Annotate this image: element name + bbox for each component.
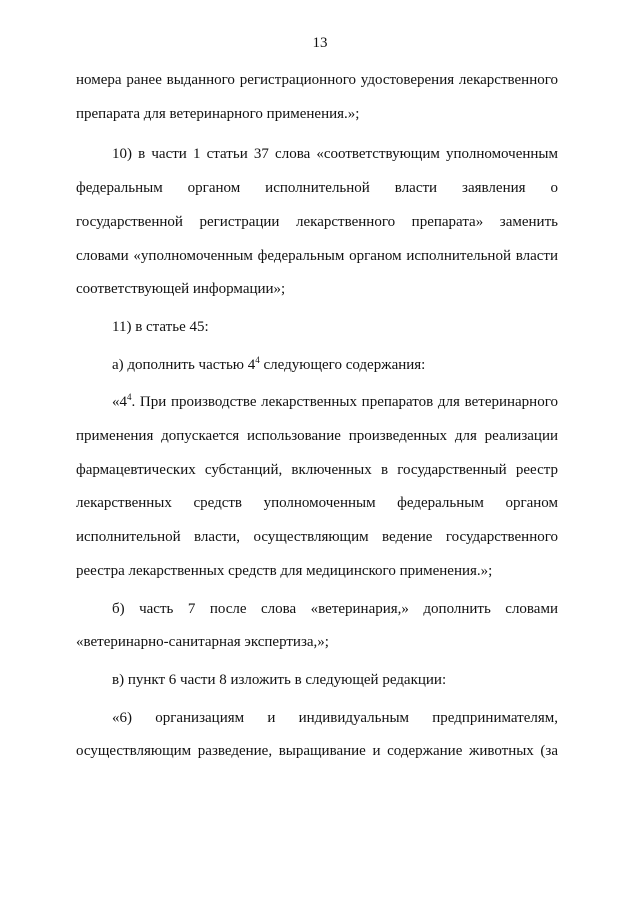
text-line: словами «уполномоченным федеральным органом исполнительной власти [76, 247, 558, 264]
paragraph-subitem-b [76, 593, 558, 660]
text-line: номера ранее выданного регистрационного удостоверения лекарственного [76, 72, 558, 88]
paragraph-subitem-v [76, 664, 558, 698]
text-segment: а) дополнить частью 4 [112, 356, 256, 373]
text-line: препарата для ветеринарного применения.»; [76, 105, 360, 122]
paragraph-subitem-a [76, 349, 558, 383]
text-line: в) пункт 6 части 8 изложить в следующей редакции: [112, 671, 447, 688]
text-line [76, 386, 558, 420]
text-segment: «4 [112, 394, 127, 411]
text-line: осуществляющим разведение, выращивание и содержание животных (за [76, 743, 558, 760]
paragraph-item-11 [76, 311, 558, 345]
superscript: 4 [255, 354, 260, 365]
page-number: 13 [312, 35, 328, 51]
text-line: лекарственных средств уполномоченным федеральным органом [76, 495, 558, 512]
text-line: соответствующей информации»; [76, 281, 286, 298]
text-segment: следующего содержания: [259, 356, 426, 373]
paragraph-continuation [76, 64, 558, 131]
text-line: «6) организациям и индивидуальным предпринимателям, [112, 709, 558, 726]
text-line: 10) в части 1 статьи 37 слова «соответствующим уполномоченным [112, 146, 558, 163]
text-line: применения допускается использование произведенных для реализации [76, 428, 558, 445]
text-line [76, 349, 558, 383]
text-line: федеральным органом исполнительной власти заявления о [76, 180, 558, 197]
document-body [76, 64, 558, 769]
text-line: фармацевтических субстанций, включенных в государственный реестр [76, 461, 558, 478]
text-line: 11) в статье 45: [112, 318, 209, 335]
paragraph-quoted-part [76, 386, 558, 588]
text-line: реестра лекарственных средств для медицинского применения.»; [76, 562, 493, 579]
text-line: исполнительной власти, осуществляющим ведение государственного [76, 529, 558, 546]
text-line: «ветеринарно-санитарная экспертиза,»; [76, 634, 329, 651]
superscript: 4 [127, 392, 132, 403]
paragraph-item-10 [76, 138, 558, 307]
text-line: б) часть 7 после слова «ветеринария,» дополнить словами [112, 600, 558, 617]
paragraph-quoted-item-6 [76, 702, 558, 769]
text-segment: . При производстве лекарственных препаратов для ветеринарного [131, 394, 558, 411]
text-line: государственной регистрации лекарственного препарата» заменить [76, 213, 558, 230]
